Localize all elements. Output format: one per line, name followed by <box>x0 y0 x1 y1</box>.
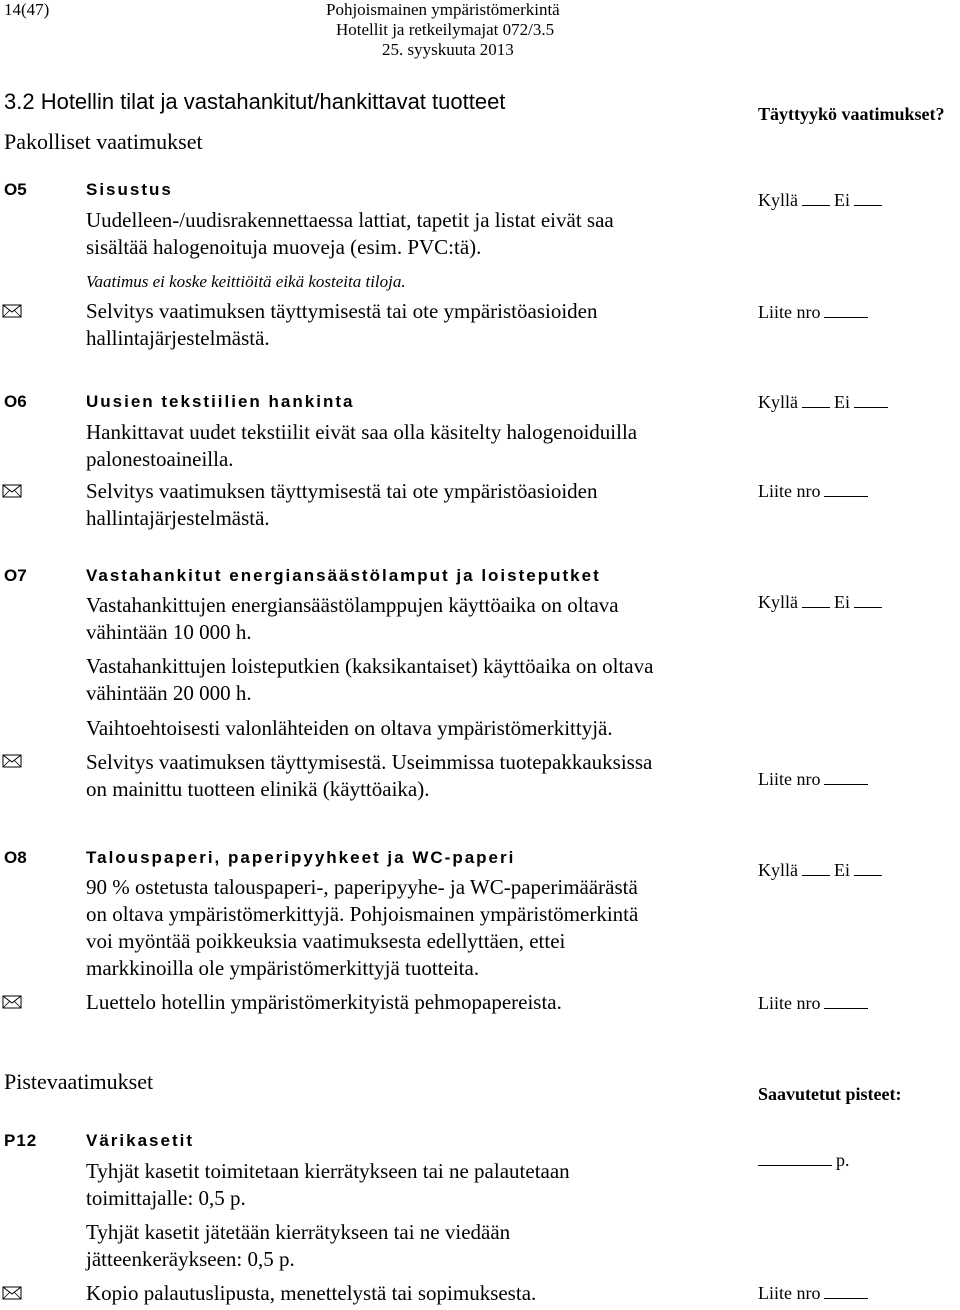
appendix-label: Liite nro <box>758 1283 821 1303</box>
documentation-text: Selvitys vaatimuksen täyttymisestä tai ote ympäristöasioiden <box>86 299 598 323</box>
requirement-text: Uudelleen-/uudisrakennettaessa lattiat, tapetit ja listat eivät saa <box>86 208 614 232</box>
requirement-title-o7: Vastahankitut energiansäästölamput ja loisteputket <box>86 566 601 585</box>
requirement-text: markkinoilla ole ympäristömerkittyjä tuotteita. <box>86 956 480 980</box>
requirement-text: Vastahankittujen energiansäästölamppujen käyttöaika on oltava <box>86 593 619 617</box>
requirement-code-o6: O6 <box>4 392 27 411</box>
no-label: Ei <box>834 592 850 612</box>
requirement-code-p12: P12 <box>4 1131 38 1150</box>
requirement-note: Vaatimus ei koske keittiöitä eikä kosteita tiloja. <box>86 272 406 291</box>
no-label: Ei <box>834 860 850 880</box>
appendix-blank[interactable] <box>824 783 868 785</box>
requirement-text: Vastahankittujen loisteputkien (kaksikantaiset) käyttöaika on oltava <box>86 654 654 678</box>
requirement-text: voi myöntää poikkeuksia vaatimuksesta edellyttäen, ettei <box>86 929 566 953</box>
section-subtitle: Pakolliset vaatimukset <box>4 129 203 154</box>
yes-label: Kyllä <box>758 860 798 880</box>
appendix-field[interactable] <box>758 1283 872 1304</box>
requirement-text: toimittajalle: 0,5 p. <box>86 1186 246 1210</box>
no-blank[interactable] <box>854 606 882 608</box>
header-document: Hotellit ja retkeilymajat 072/3.5 <box>336 20 555 39</box>
envelope-icon <box>2 1286 22 1300</box>
documentation-text: Selvitys vaatimuksen täyttymisestä tai ote ympäristöasioiden <box>86 479 598 503</box>
achieved-points-heading: Saavutetut pisteet: <box>758 1084 902 1104</box>
documentation-text: Selvitys vaatimuksen täyttymisestä. Useimmissa tuotepakkauksissa <box>86 750 653 774</box>
appendix-label: Liite nro <box>758 481 821 501</box>
yes-label: Kyllä <box>758 392 798 412</box>
envelope-icon <box>2 995 22 1009</box>
appendix-blank[interactable] <box>824 316 868 318</box>
no-label: Ei <box>834 190 850 210</box>
requirement-text: vähintään 20 000 h. <box>86 681 252 705</box>
documentation-text: Luettelo hotellin ympäristömerkityistä pehmopapereista. <box>86 990 562 1014</box>
requirement-text: Vaihtoehtoisesti valonlähteiden on oltava ympäristömerkittyjä. <box>86 716 613 740</box>
requirement-text: Hankittavat uudet tekstiilit eivät saa olla käsitelty halogenoiduilla <box>86 420 638 444</box>
page-number: 14(47) <box>4 0 50 19</box>
appendix-field[interactable] <box>758 481 872 502</box>
header-organization: Pohjoismainen ympäristömerkintä <box>326 0 560 19</box>
yes-no-field[interactable] <box>758 190 886 211</box>
yes-blank[interactable] <box>802 874 830 876</box>
requirement-text: on oltava ympäristömerkittyjä. Pohjoismainen ympäristömerkintä <box>86 902 639 926</box>
envelope-icon <box>2 754 22 768</box>
yes-no-field[interactable] <box>758 860 886 881</box>
appendix-field[interactable] <box>758 993 872 1014</box>
appendix-blank[interactable] <box>824 1007 868 1009</box>
yes-no-field[interactable] <box>758 592 886 613</box>
requirement-text: vähintään 10 000 h. <box>86 620 252 644</box>
requirement-code-o7: O7 <box>4 566 27 585</box>
requirement-text: palonestoaineilla. <box>86 447 234 471</box>
appendix-label: Liite nro <box>758 993 821 1013</box>
header-date: 25. syyskuuta 2013 <box>382 40 514 59</box>
requirement-title-o5: Sisustus <box>86 180 173 199</box>
requirement-code-o5: O5 <box>4 180 27 199</box>
appendix-label: Liite nro <box>758 769 821 789</box>
yes-blank[interactable] <box>802 406 830 408</box>
requirement-text: jätteenkeräykseen: 0,5 p. <box>86 1247 295 1271</box>
requirement-title-o6: Uusien tekstiilien hankinta <box>86 392 355 411</box>
fulfilled-heading: Täyttyykö vaatimukset? <box>758 104 945 124</box>
no-blank[interactable] <box>854 204 882 206</box>
documentation-text: Kopio palautuslipusta, menettelystä tai sopimuksesta. <box>86 1281 537 1305</box>
appendix-label: Liite nro <box>758 302 821 322</box>
requirement-title-p12: Värikasetit <box>86 1131 194 1150</box>
requirement-text: Tyhjät kasetit jätetään kierrätykseen tai ne viedään <box>86 1220 511 1244</box>
points-heading: Pistevaatimukset <box>4 1069 154 1094</box>
no-label: Ei <box>834 392 850 412</box>
envelope-icon <box>2 304 22 318</box>
appendix-field[interactable] <box>758 769 872 790</box>
yes-label: Kyllä <box>758 190 798 210</box>
appendix-blank[interactable] <box>824 1297 868 1299</box>
requirement-text: 90 % ostetusta talouspaperi-, paperipyyhe- ja WC-paperimäärästä <box>86 875 638 899</box>
appendix-blank[interactable] <box>824 495 868 497</box>
yes-blank[interactable] <box>802 204 830 206</box>
yes-no-field[interactable] <box>758 392 892 413</box>
documentation-text: hallintajärjestelmästä. <box>86 326 270 350</box>
documentation-text: on mainittu tuotteen elinikä (käyttöaika). <box>86 777 430 801</box>
no-blank[interactable] <box>854 874 882 876</box>
points-unit: p. <box>836 1150 850 1170</box>
no-blank[interactable] <box>854 406 888 408</box>
yes-label: Kyllä <box>758 592 798 612</box>
requirement-text: sisältää halogenoituja muoveja (esim. PVC:tä). <box>86 235 482 259</box>
requirement-title-o8: Talouspaperi, paperipyyhkeet ja WC-paperi <box>86 848 516 867</box>
points-blank[interactable] <box>758 1164 832 1166</box>
points-field[interactable] <box>758 1150 850 1171</box>
envelope-icon <box>2 484 22 498</box>
documentation-text: hallintajärjestelmästä. <box>86 506 270 530</box>
requirement-code-o8: O8 <box>4 848 27 867</box>
section-title: 3.2 Hotellin tilat ja vastahankitut/hankittavat tuotteet <box>4 89 506 114</box>
appendix-field[interactable] <box>758 302 872 323</box>
requirement-text: Tyhjät kasetit toimitetaan kierrätykseen tai ne palautetaan <box>86 1159 570 1183</box>
yes-blank[interactable] <box>802 606 830 608</box>
